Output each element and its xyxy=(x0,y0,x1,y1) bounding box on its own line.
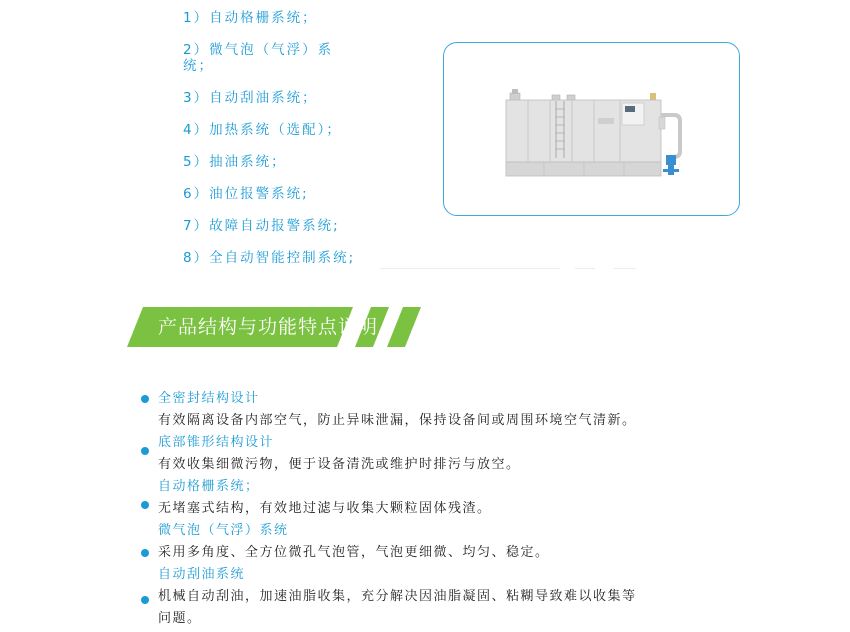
feature-title-2: 底部锥形结构设计 xyxy=(158,435,275,450)
feature-title-1: 全密封结构设计 xyxy=(158,391,260,406)
feature-title-5: 自动刮油系统 xyxy=(158,567,246,582)
system-item-2-cont: 统； xyxy=(183,58,214,74)
feature-desc-5-cont: 问题。 xyxy=(158,611,202,626)
divider-faint xyxy=(614,268,636,269)
bullet-dot xyxy=(141,596,149,604)
system-item-2: 2）微气泡（气浮）系 xyxy=(183,42,334,58)
system-item-6: 6）油位报警系统; xyxy=(183,186,309,202)
system-item-4: 4）加热系统（选配）； xyxy=(183,122,342,138)
feature-desc-5: 机械自动刮油，加速油脂收集，充分解决因油脂凝固、粘糊导致难以收集等 xyxy=(158,589,637,604)
bullet-dot xyxy=(141,447,149,455)
system-item-3: 3）自动刮油系统； xyxy=(183,90,318,106)
equipment-photo-frame xyxy=(443,42,740,216)
feature-title-4: 微气泡（气浮）系统 xyxy=(158,523,289,538)
feature-desc-2: 有效收集细微污物，便于设备清洗或维护时排污与放空。 xyxy=(158,457,521,472)
system-item-7: 7）故障自动报警系统; xyxy=(183,218,340,234)
feature-desc-3: 无堵塞式结构，有效地过滤与收集大颗粒固体残渣。 xyxy=(158,501,492,516)
bullet-dot xyxy=(141,549,149,557)
divider-faint xyxy=(575,268,595,269)
system-item-1: 1）自动格栅系统； xyxy=(183,10,318,26)
banner-stripe xyxy=(387,307,421,347)
equipment-illustration xyxy=(444,43,738,214)
system-item-8: 8）全自动智能控制系统; xyxy=(183,250,356,266)
divider-faint xyxy=(380,268,560,269)
section-title: 产品结构与功能特点说明 xyxy=(158,316,379,338)
feature-title-3: 自动格栅系统； xyxy=(158,479,260,494)
system-item-5: 5）抽油系统； xyxy=(183,154,287,170)
bullet-dot xyxy=(141,395,149,403)
feature-desc-1: 有效隔离设备内部空气，防止异味泄漏，保持设备间或周围环境空气清新。 xyxy=(158,413,637,428)
bullet-dot xyxy=(141,501,149,509)
feature-desc-4: 采用多角度、全方位微孔气泡管，气泡更细微、均匀、稳定。 xyxy=(158,545,550,560)
